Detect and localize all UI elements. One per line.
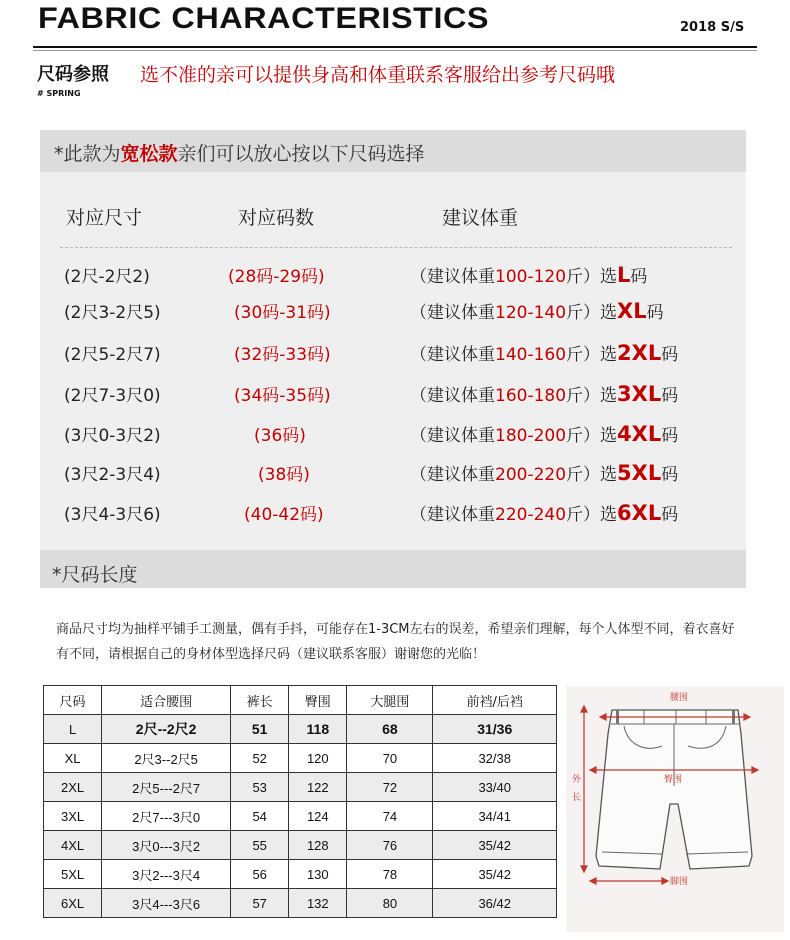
cell-hip: 118	[289, 715, 347, 744]
fit-row-size: (2尺-2尺2)	[64, 267, 150, 287]
fit-row	[0, 381, 790, 415]
size-table-row	[44, 860, 557, 889]
fit-row-pick: 6XL	[617, 501, 662, 525]
size-notice: 选不准的亲可以提供身高和体重联系客服给出参考尺码哦	[140, 64, 616, 86]
fit-row-weight: 220-240	[495, 505, 567, 525]
size-table-row	[44, 889, 557, 918]
header-divider-thin	[33, 50, 757, 51]
fit-row-unit: 码	[646, 303, 664, 323]
shorts-illustration	[566, 686, 784, 932]
fit-row-pick: L	[617, 263, 631, 287]
fit-row-weight: 100-120	[495, 267, 567, 287]
cell-size: 4XL	[44, 831, 102, 860]
fit-row-rec-mid: 斤）选	[566, 267, 618, 287]
th-hip: 臀围	[289, 686, 347, 715]
fit-row-recommendation	[410, 381, 678, 406]
fit-row-rec-open: （建议体重	[410, 303, 495, 323]
fit-row-recommendation	[410, 262, 647, 287]
fit-row-unit: 码	[661, 505, 679, 525]
th-rise: 前裆/后裆	[433, 686, 557, 715]
size-table-row	[44, 744, 557, 773]
fit-note-suffix: 亲们可以放心按以下尺码选择	[177, 143, 425, 165]
th-size: 尺码	[44, 686, 102, 715]
cell-thigh: 68	[347, 715, 433, 744]
cell-size: XL	[44, 744, 102, 773]
fit-row-code: (32码-33码)	[234, 345, 331, 365]
fit-row-size: (3尺2-3尺4)	[64, 465, 161, 485]
fit-row-code: (36码)	[254, 426, 306, 446]
fit-row-recommendation	[410, 340, 678, 365]
fit-row-code: (38码)	[258, 465, 310, 485]
cell-hip: 124	[289, 802, 347, 831]
fit-row-unit: 码	[630, 267, 648, 287]
header-dashed-divider	[60, 247, 732, 248]
cell-length: 51	[231, 715, 289, 744]
fit-row-recommendation	[410, 460, 678, 485]
col-header-code: 对应码数	[238, 207, 315, 229]
cell-size: 5XL	[44, 860, 102, 889]
size-table-header	[44, 686, 557, 715]
fit-row	[0, 298, 790, 332]
size-table-row	[44, 831, 557, 860]
fit-row	[0, 262, 790, 296]
size-table-row	[44, 802, 557, 831]
cell-length: 54	[231, 802, 289, 831]
fit-row-code: (34码-35码)	[234, 386, 331, 406]
fit-row-pick: 4XL	[617, 422, 662, 446]
cell-hip: 122	[289, 773, 347, 802]
fit-row-size: (3尺4-3尺6)	[64, 505, 161, 525]
fit-row-rec-mid: 斤）选	[566, 303, 618, 323]
cell-thigh: 70	[347, 744, 433, 773]
cell-length: 53	[231, 773, 289, 802]
cell-length: 56	[231, 860, 289, 889]
measurement-description: 商品尺寸均为抽样平铺手工测量，偶有手抖，可能存在1-3CM左右的误差，希望亲们理解，每个人体型不同，着衣喜好有不同，请根据自己的身材体型选择尺码（建议联系客服）谢谢您的光临！	[56, 622, 735, 662]
fit-row-weight: 200-220	[495, 465, 567, 485]
th-length: 裤长	[231, 686, 289, 715]
cell-rise: 36/42	[433, 889, 557, 918]
fit-row	[0, 340, 790, 374]
cell-waist: 2尺7---3尺0	[102, 802, 231, 831]
cell-rise: 31/36	[433, 715, 557, 744]
fit-row-unit: 码	[661, 386, 679, 406]
spring-tag: # SPRING	[37, 89, 81, 98]
th-thigh: 大腿围	[347, 686, 433, 715]
season-label: 2018 S/S	[680, 20, 745, 35]
cell-hip: 132	[289, 889, 347, 918]
fit-row-recommendation	[410, 298, 664, 323]
cell-length: 52	[231, 744, 289, 773]
cell-thigh: 76	[347, 831, 433, 860]
cell-size: 3XL	[44, 802, 102, 831]
size-table-row	[44, 773, 557, 802]
size-table-body	[44, 715, 557, 918]
fit-row-rec-open: （建议体重	[410, 267, 495, 287]
fit-row-rec-mid: 斤）选	[566, 345, 618, 365]
fit-row-unit: 码	[661, 465, 679, 485]
cell-thigh: 74	[347, 802, 433, 831]
cell-rise: 35/42	[433, 831, 557, 860]
cell-waist: 3尺4---3尺6	[102, 889, 231, 918]
cell-hip: 128	[289, 831, 347, 860]
cell-size: 2XL	[44, 773, 102, 802]
fit-row-unit: 码	[661, 426, 679, 446]
col-header-size: 对应尺寸	[66, 207, 143, 229]
length-panel-header	[40, 550, 746, 588]
cell-rise: 35/42	[433, 860, 557, 889]
cell-waist: 3尺0---3尺2	[102, 831, 231, 860]
fit-row-rec-open: （建议体重	[410, 386, 495, 406]
diagram-waist-label: 腰围	[670, 693, 689, 703]
cell-size: 6XL	[44, 889, 102, 918]
page-title: FABRIC CHARACTERISTICS	[38, 2, 490, 35]
header-divider	[33, 46, 757, 48]
fit-row-size: (2尺5-2尺7)	[64, 345, 161, 365]
length-title: *尺码长度	[52, 564, 138, 586]
col-header-weight: 建议体重	[442, 207, 519, 229]
cell-waist: 3尺2---3尺4	[102, 860, 231, 889]
fit-row-size: (2尺7-3尺0)	[64, 386, 161, 406]
diagram-hip-label: 臀围	[664, 775, 683, 785]
th-waist: 适合腰围	[102, 686, 231, 715]
fit-row-recommendation	[410, 500, 678, 525]
fit-row-rec-mid: 斤）选	[566, 386, 618, 406]
diagram-outer-label-2: 长	[572, 793, 582, 803]
fit-type: 宽松款	[120, 143, 178, 165]
cell-rise: 33/40	[433, 773, 557, 802]
fit-row-size: (2尺3-2尺5)	[64, 303, 161, 323]
fit-row-pick: 2XL	[617, 341, 662, 365]
fit-row	[0, 460, 790, 494]
cell-thigh: 78	[347, 860, 433, 889]
fit-row-pick: 5XL	[617, 461, 662, 485]
fit-row-size: (3尺0-3尺2)	[64, 426, 161, 446]
cell-waist: 2尺5---2尺7	[102, 773, 231, 802]
cell-rise: 34/41	[433, 802, 557, 831]
fit-row	[0, 421, 790, 455]
fit-row-rec-mid: 斤）选	[566, 426, 618, 446]
fit-row-code: (28码-29码)	[228, 267, 325, 287]
size-reference-label: 尺码参照	[37, 64, 109, 85]
size-table-row	[44, 715, 557, 744]
cell-length: 55	[231, 831, 289, 860]
cell-thigh: 72	[347, 773, 433, 802]
fit-row-rec-open: （建议体重	[410, 345, 495, 365]
fit-row-rec-open: （建议体重	[410, 465, 495, 485]
size-table	[43, 685, 557, 918]
cell-hip: 120	[289, 744, 347, 773]
cell-size: L	[44, 715, 102, 744]
cell-hip: 130	[289, 860, 347, 889]
fit-row-rec-open: （建议体重	[410, 505, 495, 525]
fit-row-rec-mid: 斤）选	[566, 465, 618, 485]
fit-row-pick: XL	[617, 299, 647, 323]
fit-row-pick: 3XL	[617, 382, 662, 406]
fit-note-prefix: *此款为	[54, 143, 121, 165]
shorts-diagram	[566, 686, 784, 932]
fit-row	[0, 500, 790, 534]
diagram-hem-label: 脚围	[670, 877, 689, 887]
fit-row-recommendation	[410, 421, 678, 446]
fit-row-unit: 码	[661, 345, 679, 365]
fit-row-weight: 140-160	[495, 345, 567, 365]
fit-row-code: (40-42码)	[244, 505, 324, 525]
cell-length: 57	[231, 889, 289, 918]
fit-note	[54, 139, 425, 166]
fit-row-weight: 120-140	[495, 303, 567, 323]
fit-row-weight: 180-200	[495, 426, 567, 446]
cell-waist: 2尺3--2尺5	[102, 744, 231, 773]
cell-thigh: 80	[347, 889, 433, 918]
cell-waist: 2尺--2尺2	[102, 715, 231, 744]
diagram-outer-label-1: 外	[572, 775, 582, 785]
cell-rise: 32/38	[433, 744, 557, 773]
fit-row-rec-mid: 斤）选	[566, 505, 618, 525]
fit-row-code: (30码-31码)	[234, 303, 331, 323]
fit-row-rec-open: （建议体重	[410, 426, 495, 446]
fit-row-weight: 160-180	[495, 386, 567, 406]
